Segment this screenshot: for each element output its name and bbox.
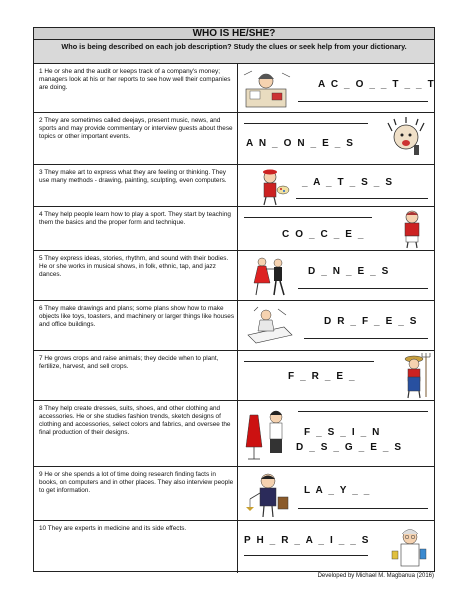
- job-description: 7 He grows crops and raise animals; they decide when to plant, fertilize, harvest, and sell crops.: [34, 351, 238, 400]
- job-description: 9 He or she spends a lot of time doing research finding facts in books, on computers and in other places. They also interview people to get information.: [34, 467, 238, 520]
- job-row-4: [34, 206, 434, 250]
- worksheet-title: WHO IS HE/SHE?: [34, 28, 434, 40]
- coach-picture: [394, 209, 430, 249]
- job-row-2: [34, 112, 434, 164]
- word-clue: D _ N _ E _ S: [308, 266, 390, 277]
- job-row-6: [34, 300, 434, 350]
- announcer-picture: [384, 117, 428, 161]
- word-clue: C O _ C _ E _: [282, 229, 366, 240]
- job-description: 3 They make art to express what they are feeling or thinking. They use many methods - drawing, painting, sculpting, even computers.: [34, 165, 238, 206]
- job-row-7: [34, 350, 434, 400]
- fashion-designer-picture: [242, 407, 292, 461]
- job-row-10: [34, 520, 434, 573]
- answer-cell: [238, 401, 434, 466]
- answer-cell: [238, 113, 434, 164]
- job-row-5: [34, 250, 434, 300]
- job-description: 6 They make drawings and plans; some plans show how to make objects like toys, toasters, and machinery or larger things like houses and office buildings.: [34, 301, 238, 350]
- answer-cell: [238, 351, 434, 400]
- job-description: 4 They help people learn how to play a sport. They start by teaching them the basics and the proper form and technique.: [34, 207, 238, 250]
- lawyer-picture: [246, 471, 292, 519]
- word-clue-2: D _ S _ G _ E _ S: [296, 442, 403, 453]
- answer-line[interactable]: [298, 411, 428, 412]
- word-clue: F _ S _ I _ N: [304, 427, 381, 438]
- word-clue: _ A _ T _ S _ S: [302, 177, 394, 188]
- job-row-1: [34, 64, 434, 112]
- answer-line[interactable]: [244, 123, 368, 124]
- answer-line[interactable]: [304, 338, 428, 339]
- job-row-8: [34, 400, 434, 466]
- answer-cell: [238, 207, 434, 250]
- farmer-picture: [398, 353, 434, 399]
- answer-line[interactable]: [244, 555, 368, 556]
- answer-cell: [238, 521, 434, 573]
- credit-line: Developed by Michael M. Magbanua (2016): [317, 573, 434, 579]
- instructions: Who is being described on each job description? Study the clues or seek help from your dictionary.: [34, 40, 434, 64]
- word-clue: A N _ O N _ E _ S: [246, 138, 355, 149]
- word-clue: A C _ O _ _ T _ _ T: [318, 79, 436, 90]
- answer-line[interactable]: [298, 288, 428, 289]
- pharmacist-picture: [388, 525, 432, 571]
- word-clue: P H _ R _ A _ I _ _ S: [244, 535, 371, 546]
- answer-line[interactable]: [296, 198, 428, 199]
- answer-cell: [238, 251, 434, 300]
- job-description: 8 They help create dresses, suits, shoes, and other clothing and accessories. He or she studies fashion trends, sketch designs of clothing and accessories, select colors and fabrics, and oversee the final production of their designs.: [34, 401, 238, 466]
- draftsman-picture: [244, 305, 296, 345]
- artist-picture: [252, 168, 292, 206]
- worksheet: [33, 27, 435, 572]
- answer-cell: [238, 467, 434, 520]
- answer-cell: [238, 301, 434, 350]
- word-clue: L A _ Y _ _: [304, 485, 371, 496]
- rows-container: [34, 64, 434, 571]
- job-description: 5 They express ideas, stories, rhythm, and sound with their bodies. He or she works in musical shows, in folk, ethnic, tap, and jazz dances.: [34, 251, 238, 300]
- job-row-3: [34, 164, 434, 206]
- answer-line[interactable]: [298, 508, 428, 509]
- job-description: 1 He or she and the audit or keeps track of a company's money; managers look at his or her reports to see how well their companies are doing.: [34, 64, 238, 112]
- dancer-picture: [248, 255, 292, 299]
- job-description: 10 They are experts in medicine and its side effects.: [34, 521, 238, 573]
- answer-cell: [238, 165, 434, 206]
- answer-line[interactable]: [244, 217, 372, 218]
- word-clue: F _ R _ E _: [288, 371, 357, 382]
- answer-line[interactable]: [244, 361, 374, 362]
- answer-line[interactable]: [298, 101, 428, 102]
- word-clue: D R _ F _ E _ S: [324, 316, 419, 327]
- job-row-9: [34, 466, 434, 520]
- answer-cell: [238, 64, 434, 112]
- accountant-picture: [242, 69, 294, 109]
- job-description: 2 They are sometimes called deejays, present music, news, and sports and may provide commentary or interview guests about these topics or other important events.: [34, 113, 238, 164]
